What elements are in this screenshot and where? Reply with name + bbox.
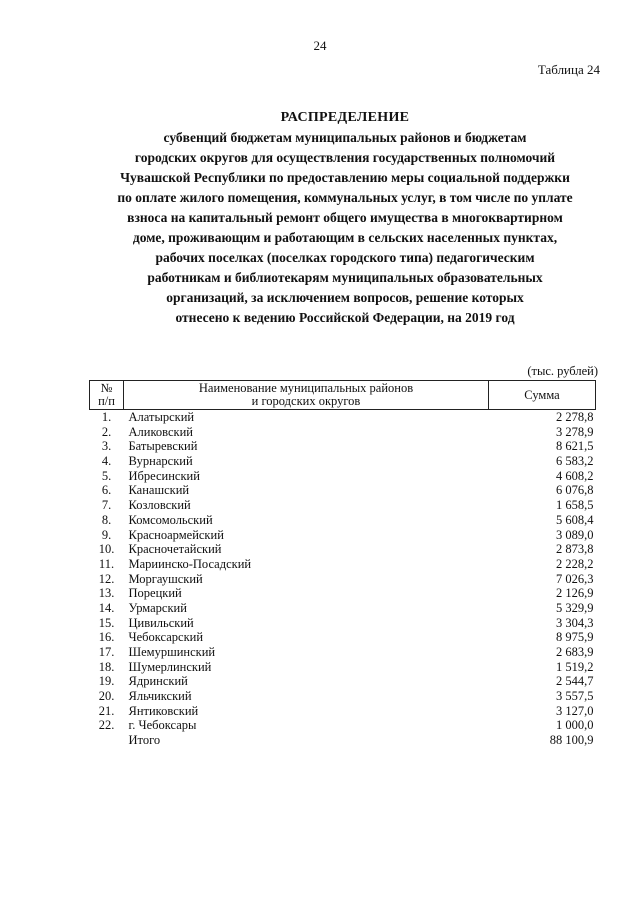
table-row	[90, 410, 596, 425]
row-sum: 8 975,9	[556, 630, 594, 645]
row-sum: 88 100,9	[549, 733, 594, 748]
row-sum: 6 076,8	[556, 483, 594, 498]
row-name: Урмарский	[128, 600, 187, 615]
row-sum: 5 329,9	[556, 600, 594, 615]
title-line: городских округов для осуществления государственных полномочий	[134, 150, 556, 165]
row-number: 15.	[98, 615, 115, 630]
table-row	[90, 674, 596, 689]
title-line: по оплате жилого помещения, коммунальных услуг, в том числе по уплате	[117, 190, 573, 205]
table-label: Таблица 24	[537, 62, 600, 77]
row-name: Вурнарский	[128, 454, 193, 469]
row-number: 7.	[101, 498, 112, 513]
page-number: 24	[313, 38, 327, 53]
header-name-line1: Наименование муниципальных районов	[198, 381, 414, 395]
title-line: организаций, за исключением вопросов, решение которых	[166, 290, 524, 305]
row-number: 20.	[98, 689, 115, 704]
row-name: Аликовский	[128, 424, 193, 439]
row-name: Козловский	[128, 498, 191, 513]
row-number: 1.	[101, 410, 112, 424]
row-number: 16.	[98, 630, 115, 645]
row-name: Канашский	[128, 483, 190, 498]
row-sum: 3 089,0	[556, 527, 594, 542]
table-row	[90, 586, 596, 601]
row-sum: 3 304,3	[556, 615, 594, 630]
header-sum: Сумма	[489, 381, 596, 410]
table-row	[90, 454, 596, 469]
table-row	[90, 425, 596, 440]
row-name: Итого	[128, 733, 161, 748]
row-sum: 1 519,2	[556, 659, 594, 674]
units-note: (тыс. рублей)	[527, 364, 598, 378]
row-number: 13.	[98, 586, 115, 601]
row-number: 5.	[101, 468, 112, 483]
header-number-line1: №	[100, 381, 113, 395]
row-name: Яльчикский	[128, 689, 192, 704]
title-line: доме, проживающим и работающим в сельских населенных пунктах,	[132, 230, 558, 245]
title-line: взноса на капитальный ремонт общего имущества в многоквартирном	[127, 210, 563, 225]
row-sum: 3 557,5	[556, 689, 594, 704]
row-name: Алатырский	[128, 410, 195, 424]
row-name: Красноармейский	[128, 527, 224, 542]
table-row	[90, 630, 596, 645]
title-line: рабочих поселках (поселках городского типа) педагогическим	[155, 250, 535, 265]
table-body	[90, 410, 596, 748]
row-number: 8.	[101, 512, 112, 527]
table-row	[90, 483, 596, 498]
table-row	[90, 660, 596, 675]
row-sum: 1 000,0	[556, 718, 594, 733]
row-sum: 4 608,2	[556, 468, 594, 483]
table-row	[90, 469, 596, 484]
header-number	[90, 381, 124, 410]
row-number: 2.	[101, 424, 112, 439]
document-title	[60, 108, 630, 328]
row-sum: 2 544,7	[556, 674, 594, 689]
row-number: 18.	[98, 659, 115, 674]
row-sum: 6 583,2	[556, 454, 594, 469]
table-row	[90, 557, 596, 572]
row-number: 11.	[98, 556, 115, 571]
row-sum: 2 873,8	[556, 542, 594, 557]
row-name: Янтиковский	[128, 703, 199, 718]
row-sum: 2 278,8	[556, 410, 594, 424]
row-number: 14.	[98, 600, 115, 615]
row-name: г. Чебоксары	[128, 718, 197, 733]
row-name: Мариинско-Посадский	[128, 556, 252, 571]
header-name	[124, 381, 489, 410]
row-number: 21.	[98, 703, 115, 718]
row-sum: 3 278,9	[556, 424, 594, 439]
row-sum: 8 621,5	[556, 439, 594, 454]
row-name: Батыревский	[128, 439, 198, 454]
row-sum: 2 126,9	[556, 586, 594, 601]
row-number: 3.	[101, 439, 112, 454]
table-total-row	[90, 733, 596, 748]
row-name: Ядринский	[128, 674, 188, 689]
row-name: Красночетайский	[128, 542, 222, 557]
table-row	[90, 616, 596, 631]
table-row	[90, 542, 596, 557]
row-name: Шемуршинский	[128, 645, 216, 659]
row-number: 22.	[98, 718, 115, 733]
row-sum: 2 683,9	[556, 645, 594, 659]
row-number: 12.	[98, 571, 115, 586]
table-row	[90, 645, 596, 660]
table-row	[90, 572, 596, 587]
table-header-row	[90, 381, 596, 410]
table-row	[90, 704, 596, 719]
row-number: 17.	[98, 645, 115, 659]
row-number: 6.	[101, 483, 112, 498]
row-name: Порецкий	[128, 586, 182, 601]
row-number: 10.	[98, 542, 115, 557]
subvention-table	[89, 380, 596, 748]
row-sum: 3 127,0	[556, 703, 594, 718]
table-row	[90, 498, 596, 513]
title-line: работникам и библиотекарям муниципальных образовательных	[147, 270, 543, 285]
row-name: Цивильский	[128, 615, 194, 630]
table-row	[90, 513, 596, 528]
header-number-line2: п/п	[98, 394, 115, 408]
row-sum: 5 608,4	[556, 512, 594, 527]
row-sum: 1 658,5	[556, 498, 594, 513]
row-sum: 7 026,3	[556, 571, 594, 586]
header-name-line2: и городских округов	[251, 394, 361, 408]
row-name: Чебоксарский	[128, 630, 204, 645]
row-name: Комсомольский	[128, 512, 213, 527]
table-row	[90, 439, 596, 454]
row-name: Шумерлинский	[128, 659, 212, 674]
row-sum: 2 228,2	[556, 556, 594, 571]
title-line: субвенций бюджетам муниципальных районов и бюджетам	[163, 130, 527, 145]
table-row	[90, 689, 596, 704]
row-number: 9.	[101, 527, 112, 542]
table-row	[90, 528, 596, 543]
row-number: 4.	[101, 454, 112, 469]
title-line: отнесено к ведению Российской Федерации, на 2019 год	[175, 310, 515, 325]
row-name: Моргаушский	[128, 571, 203, 586]
row-number	[90, 733, 124, 748]
table-row	[90, 601, 596, 616]
title-line: Чувашской Республики по предоставлению меры социальной поддержки	[120, 170, 570, 185]
row-number: 19.	[98, 674, 115, 689]
row-name: Ибресинский	[128, 468, 200, 483]
title-main: РАСПРЕДЕЛЕНИЕ	[280, 110, 410, 125]
table-row	[90, 718, 596, 733]
